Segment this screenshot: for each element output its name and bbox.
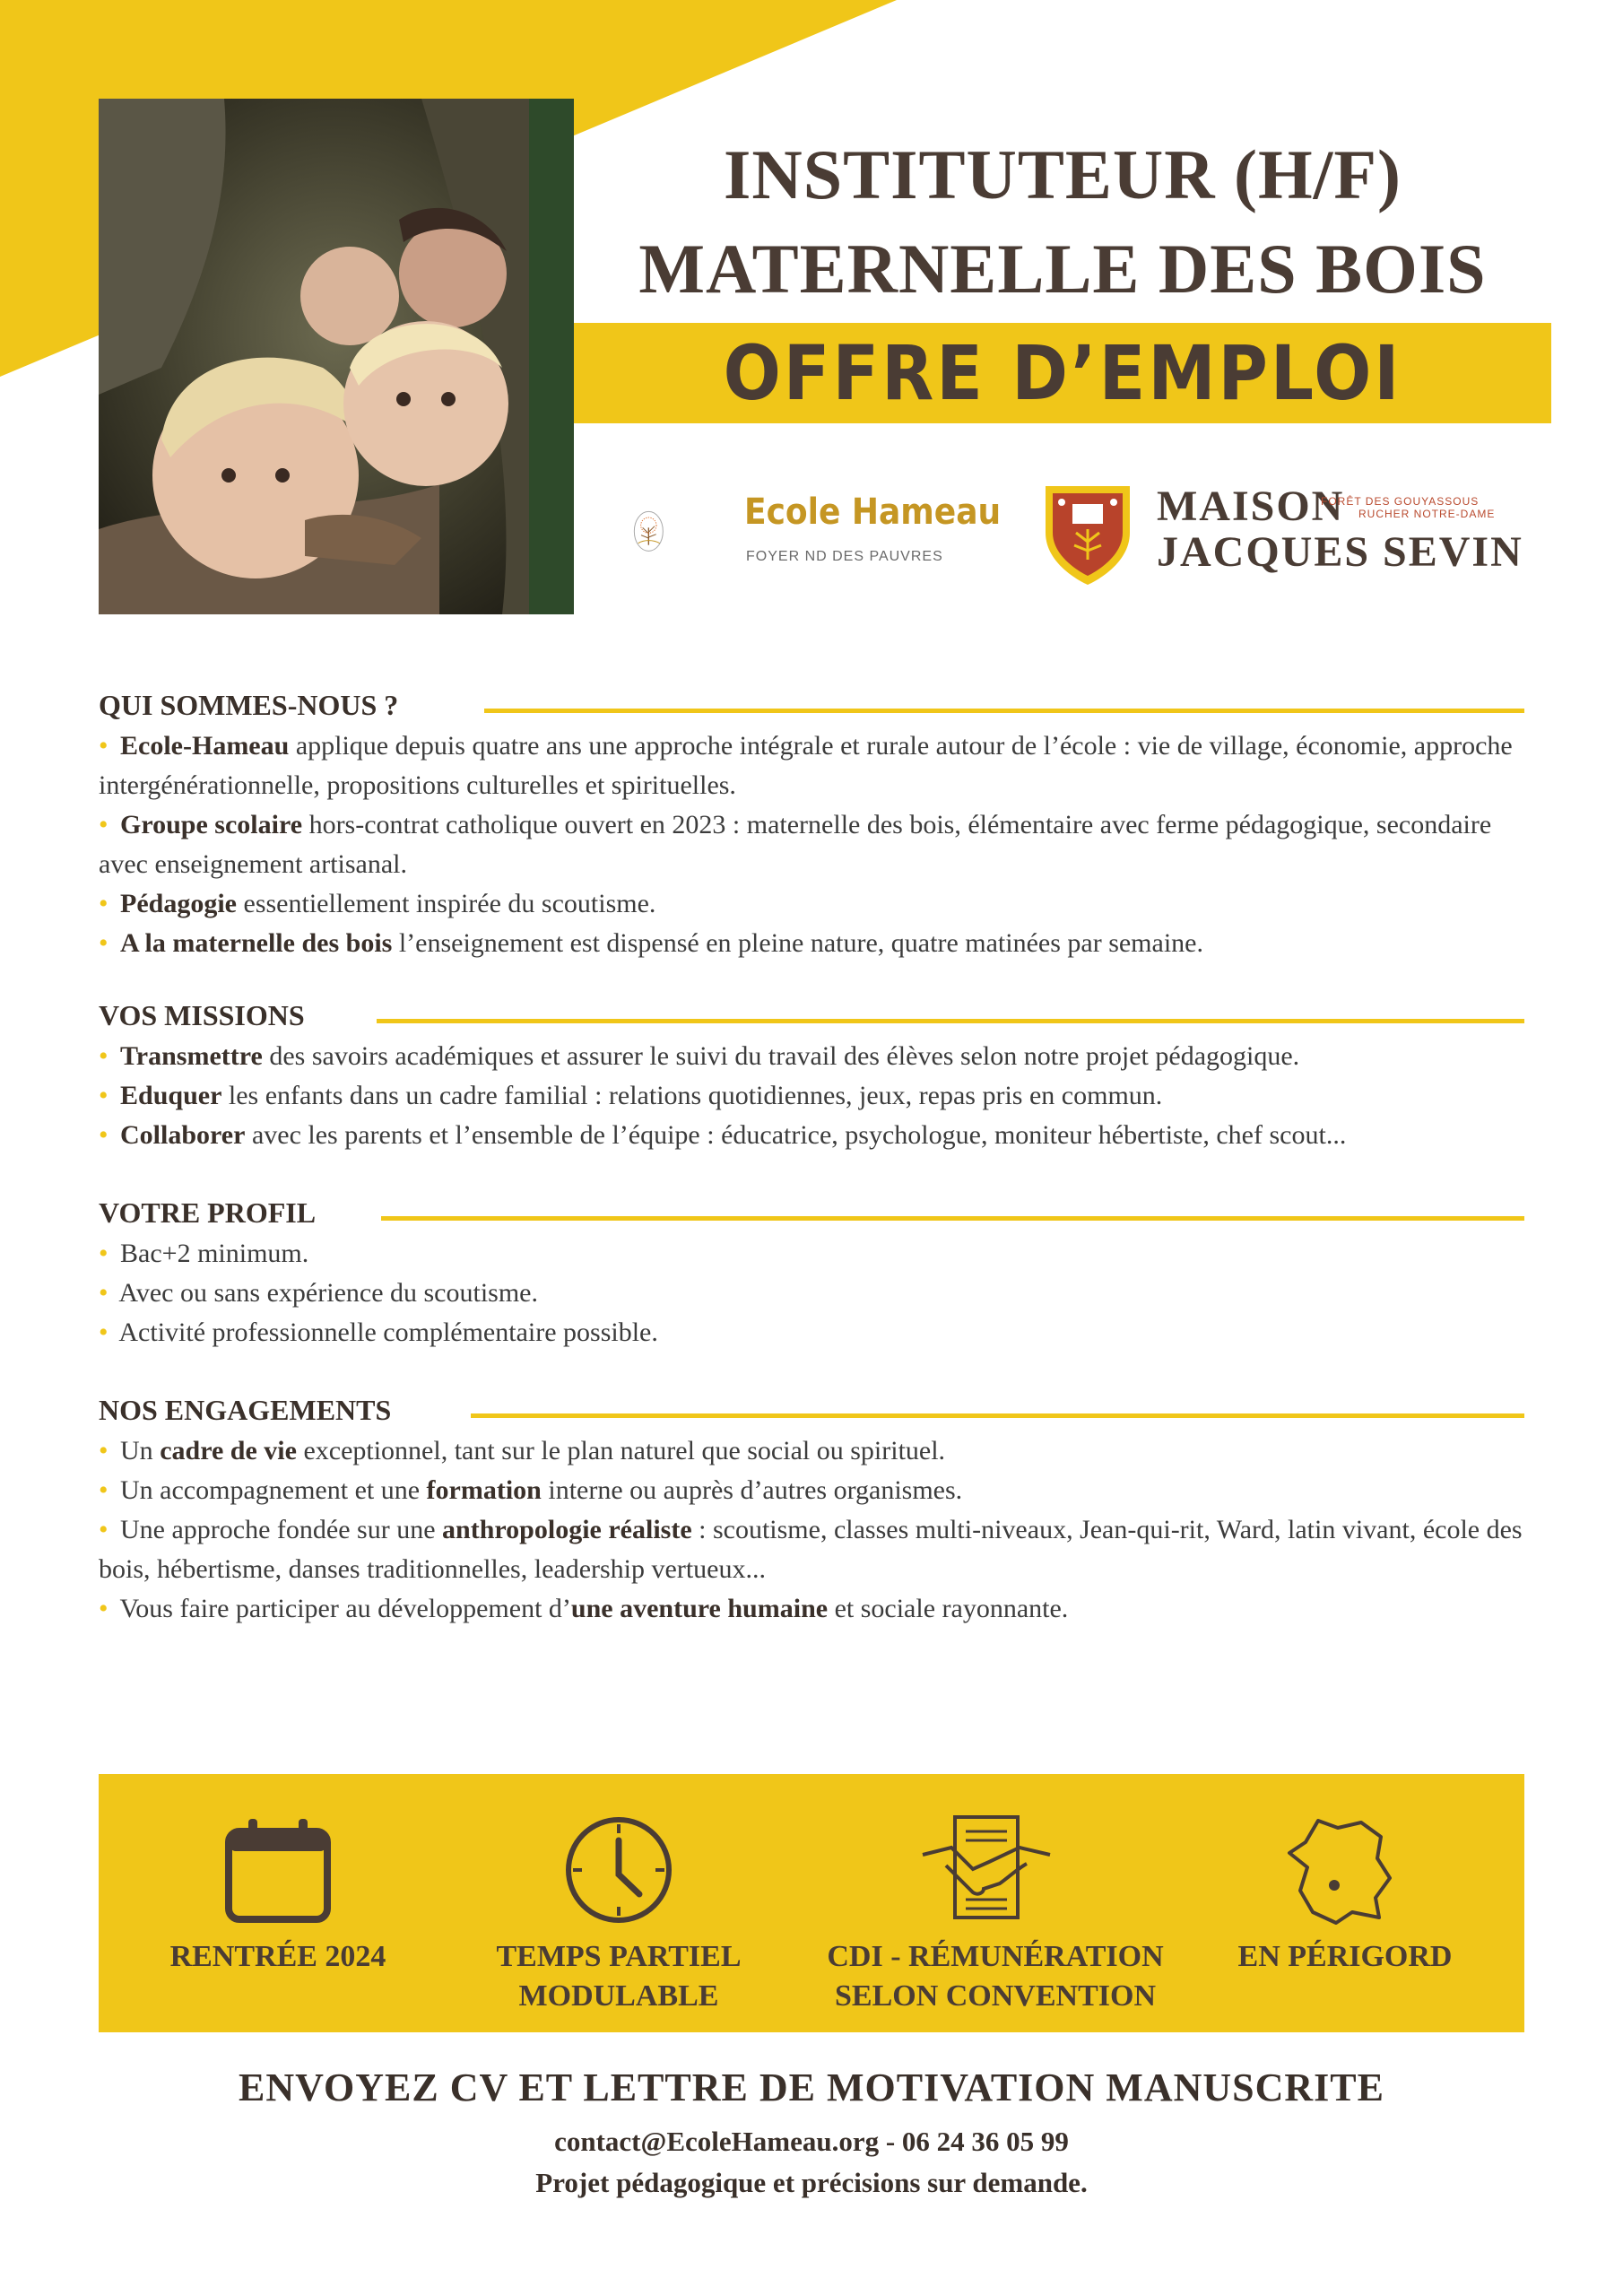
list-item: • Un cadre de vie exceptionnel, tant sur le plan naturel que social ou spirituel.: [99, 1436, 946, 1465]
section-qui-sommes-nous: [99, 689, 1524, 963]
section-header: [99, 999, 1524, 1037]
list-item: • Vous faire participer au développement d’une aventure humaine et sociale rayonnante.: [99, 1594, 1069, 1623]
list-item: • Eduquer les enfants dans un cadre familial : relations quotidiennes, jeux, repas pris en commun.: [99, 1081, 1163, 1110]
section-votre-profil: [99, 1196, 1524, 1352]
job-title-line2: MATERNELLE DES BOIS: [638, 230, 1487, 308]
section-title: NOS ENGAGEMENTS: [99, 1394, 392, 1426]
section-vos-missions: [99, 999, 1524, 1155]
list-item: • Pédagogie essentiellement inspirée du scoutisme.: [99, 889, 656, 918]
children-forest-photo: [99, 99, 574, 614]
maison-jacques-sevin-crest-icon: [1038, 477, 1137, 589]
section-rule: [381, 1216, 1524, 1221]
list-item: • Groupe scolaire hors-contrat catholique ouvert en 2023 : maternelle des bois, élémentaire avec ferme pédagogique, secondaire avec enseignement artisanal.: [99, 810, 1492, 879]
feature-label-temps-partiel: TEMPS PARTIEL MODULABLE: [496, 1940, 742, 2013]
feature-label-perigord: EN PÉRIGORD: [1237, 1940, 1453, 1973]
clock-icon: [560, 1812, 677, 1928]
list-item: • Activité professionnelle complémentaire possible.: [99, 1318, 658, 1347]
footer-call-to-action: ENVOYEZ CV ET LETTRE DE MOTIVATION MANUSCRITE: [238, 2066, 1384, 2109]
list-item: • Une approche fondée sur une anthropologie réaliste : scoutisme, classes multi-niveaux, Jean-qui-rit, Ward, latin vivant, école des bois, hébertisme, danses traditionnelles, leadership vertueux...: [99, 1515, 1523, 1584]
section-rule: [377, 1019, 1524, 1023]
maison-line2: JACQUES SEVIN: [1157, 528, 1523, 576]
feature-label-rentree: RENTRÉE 2024: [169, 1940, 386, 1973]
section-header: [99, 689, 1524, 726]
list-item: • Collaborer avec les parents et l’ensemble de l’équipe : éducatrice, psychologue, moniteur hébertiste, chef scout...: [99, 1120, 1347, 1150]
section-title: VOS MISSIONS: [99, 999, 305, 1031]
maison-subtitle2: RUCHER NOTRE-DAME: [1358, 508, 1496, 520]
list-item: • Transmettre des savoirs académiques et assurer le suivi du travail des élèves selon notre projet pédagogique.: [99, 1041, 1300, 1071]
section-header: [99, 1394, 1524, 1431]
section-header: [99, 1196, 1524, 1234]
handshake-contract-icon: [919, 1812, 1054, 1928]
list-item: • Bac+2 minimum.: [99, 1239, 309, 1268]
maison-subtitle1: FORÊT DES GOUYASSOUS: [1321, 495, 1480, 508]
france-map-icon: [1282, 1812, 1399, 1928]
feature-label-cdi: CDI - RÉMUNÉRATION SELON CONVENTION: [827, 1940, 1164, 2013]
list-item: • A la maternelle des bois l’enseignement est dispensé en pleine nature, quatre matinées par semaine.: [99, 928, 1203, 958]
ecole-hameau-subtitle: FOYER ND DES PAUVRES: [746, 549, 943, 564]
ecole-hameau-name: Ecole Hameau: [744, 491, 1002, 533]
section-rule: [484, 709, 1524, 713]
section-nos-engagements: [99, 1394, 1524, 1629]
list-item: • Un accompagnement et une formation interne ou auprès d’autres organismes.: [99, 1475, 963, 1505]
offer-band-label: OFFRE D’EMPLOI: [723, 329, 1402, 417]
calendar-icon: [220, 1812, 336, 1928]
ecole-hameau-logo-icon: [632, 466, 731, 596]
list-item: • Avec ou sans expérience du scoutisme.: [99, 1278, 538, 1308]
job-title-line1: INSTITUTEUR (H/F): [724, 135, 1402, 213]
section-title: VOTRE PROFIL: [99, 1196, 317, 1229]
footer-note: Projet pédagogique et précisions sur demande.: [535, 2167, 1088, 2198]
list-item: • Ecole-Hameau applique depuis quatre ans une approche intégrale et rurale autour de l’école : vie de village, économie, approche intergénérationnelle, propositions culturelles et spirituelles.: [99, 731, 1513, 800]
maison-line1: MAISON: [1157, 483, 1345, 530]
section-rule: [471, 1413, 1524, 1418]
footer-contact[interactable]: contact@EcoleHameau.org - 06 24 36 05 99: [554, 2126, 1069, 2157]
section-title: QUI SOMMES-NOUS ?: [99, 689, 399, 721]
